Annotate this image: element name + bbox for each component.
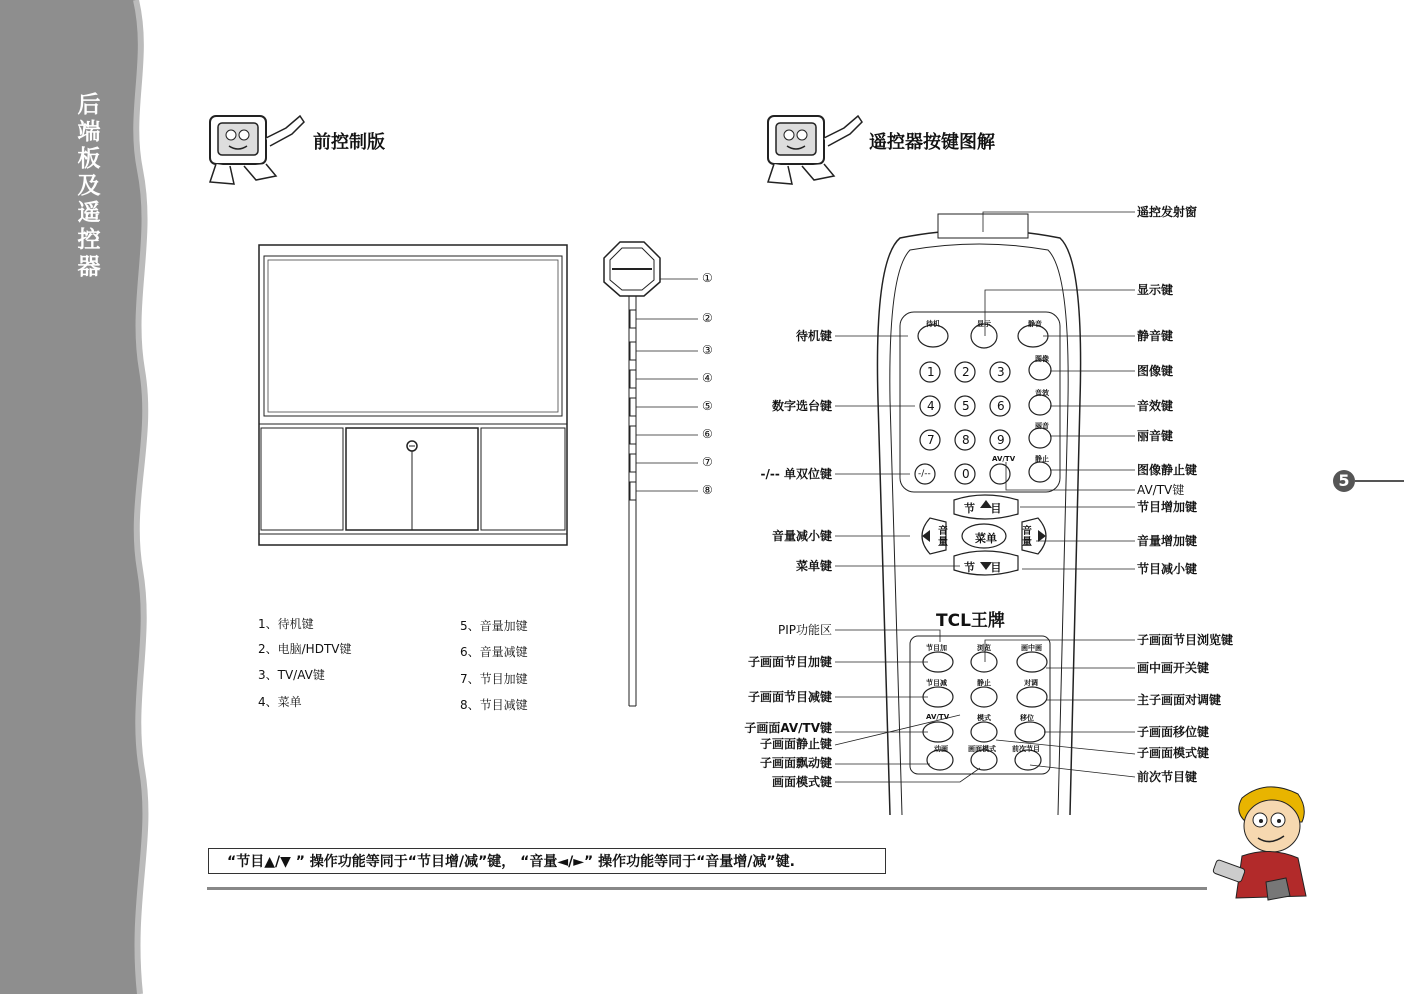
callout-num: ⑦ [702, 455, 713, 469]
key-bright: 丽音 [1035, 422, 1049, 430]
key-pip-prog-down: 节目减 [926, 679, 947, 687]
key-menu: 菜单 [975, 532, 997, 545]
tv-front-drawing [258, 244, 568, 546]
key-swap: 对调 [1024, 679, 1038, 687]
key-digit: 5 [962, 399, 970, 413]
page-number: 5 [1333, 470, 1355, 492]
label-menu-key: 菜单键 [795, 559, 832, 573]
label-swap-key: 主子画面对调键 [1137, 693, 1222, 707]
operation-note: “节目▲/▼ ” 操作功能等同于“节目增/减”键， “音量◄/►” 操作功能等同于“音量增/减”键. [208, 848, 886, 874]
key-move: 移位 [1020, 714, 1034, 722]
key-digit: 4 [927, 399, 935, 413]
side-title-char: 控 [77, 227, 101, 253]
key-standby: 待机 [926, 320, 940, 328]
label-avtv-key: AV/TV键 [1137, 483, 1185, 497]
key-digit: 8 [962, 433, 970, 447]
bottom-rule [207, 887, 1207, 890]
key-vol-label: 量 [1022, 537, 1032, 548]
legend-item: 1、待机键 [258, 617, 314, 631]
side-title [72, 92, 106, 281]
label-bright-key: 丽音键 [1137, 429, 1174, 443]
callout-num: ⑥ [702, 427, 713, 441]
key-pip-prog-up: 节目加 [926, 644, 947, 652]
key-digit: 2 [962, 365, 970, 379]
key-browse: 浏览 [977, 644, 991, 652]
label-picture-key: 图像键 [1137, 364, 1174, 378]
label-pip-mode-key: 子画面模式键 [1137, 746, 1210, 760]
key-prog-label: 目 [990, 561, 1002, 574]
callout-num: ③ [702, 343, 713, 357]
tv-mascot-icon [762, 110, 866, 192]
remote-title: 遥控器按键图解 [869, 132, 995, 153]
side-title-char: 端 [77, 119, 101, 145]
side-title-char: 及 [77, 173, 101, 199]
key-digit: 7 [927, 433, 935, 447]
label-pip-prog-up: 子画面节目加键 [747, 655, 832, 669]
legend-item: 7、节目加键 [460, 672, 528, 686]
key-prev: 前次节目 [1012, 745, 1040, 753]
label-pip-avtv: 子画面AV/TV键 [744, 721, 832, 735]
label-freeze-key: 图像静止键 [1137, 463, 1198, 477]
key-avtv: AV/TV [992, 455, 1016, 463]
legend-item: 6、音量减键 [460, 645, 528, 659]
label-ir-window: 遥控发射窗 [1137, 205, 1198, 219]
key-digit: 9 [997, 433, 1005, 447]
key-pip-freeze: 静止 [977, 679, 991, 687]
side-title-char: 后 [77, 92, 101, 118]
label-digit-keys: 数字选台键 [771, 399, 832, 413]
label-pip-freeze: 子画面静止键 [759, 737, 832, 751]
key-freeze: 静止 [1035, 455, 1049, 463]
tv-mascot-icon [204, 110, 308, 192]
callout-lines [830, 200, 1150, 800]
label-pip-move-key: 子画面移位键 [1137, 725, 1210, 739]
label-sound-key: 音效键 [1137, 399, 1174, 413]
label-prog-up-key: 节目增加键 [1137, 500, 1198, 514]
callout-num: ⑧ [702, 483, 713, 497]
key-scroll: 动画 [934, 745, 948, 753]
label-display-key: 显示键 [1137, 283, 1174, 297]
page-number-rule [1355, 480, 1404, 482]
label-prog-down-key: 节目减小键 [1137, 562, 1198, 576]
key-mute: 静音 [1028, 320, 1042, 328]
key-digit: 3 [997, 365, 1005, 379]
label-pip-toggle-key: 画中画开关键 [1137, 661, 1210, 675]
callout-num: ① [702, 271, 713, 285]
callout-num: ④ [702, 371, 713, 385]
legend-item: 5、音量加键 [460, 619, 528, 633]
label-pip-scroll: 子画面飘动键 [759, 756, 832, 770]
label-mute-key: 静音键 [1137, 329, 1174, 343]
label-pip-prog-down: 子画面节目减键 [747, 690, 832, 704]
label-prev-prog-key: 前次节目键 [1137, 770, 1198, 784]
key-sound: 音效 [1035, 389, 1049, 397]
legend-item: 8、节目减键 [460, 698, 528, 712]
callout-num: ② [702, 311, 713, 325]
key-digit: 6 [997, 399, 1005, 413]
side-title-char: 器 [77, 254, 101, 280]
side-title-char: 遥 [77, 200, 101, 226]
key-pic-mode: 画面模式 [968, 745, 996, 753]
label-pic-mode: 画面模式键 [771, 775, 832, 789]
control-strip-drawing [600, 238, 730, 710]
legend-item: 2、电脑/HDTV键 [258, 642, 352, 656]
key-pip-avtv: AV/TV [926, 713, 950, 721]
legend-item: 3、TV/AV键 [258, 668, 325, 682]
key-digit: 0 [962, 467, 970, 481]
key-pip-mode: 模式 [977, 714, 991, 722]
legend-item: 4、菜单 [258, 695, 302, 709]
callout-num: ⑤ [702, 399, 713, 413]
key-pip: 画中画 [1021, 644, 1042, 652]
label-standby-key: 待机键 [795, 329, 832, 343]
key-digit: 1 [927, 365, 935, 379]
brand-logo: TCL王牌 [936, 611, 1005, 631]
key-prog-label: 节 [964, 561, 975, 574]
boy-with-remote-icon [1206, 778, 1316, 904]
key-display: 显示 [977, 320, 991, 328]
label-pip-area: PIP功能区 [777, 623, 832, 637]
key-minus: -/-- [918, 469, 931, 479]
key-vol-label: 音 [938, 526, 948, 537]
label-vol-up-key: 音量增加键 [1137, 534, 1198, 548]
key-picture: 图像 [1035, 355, 1049, 363]
key-vol-label: 量 [938, 537, 948, 548]
label-vol-down-key: 音量减小键 [771, 529, 832, 543]
label-digit-mode-key: -/-- 单双位键 [760, 467, 832, 481]
front-panel-title: 前控制版 [313, 132, 385, 153]
label-pip-browse-key: 子画面节目浏览键 [1137, 633, 1234, 647]
key-prog-label: 节 [964, 502, 975, 515]
key-vol-label: 音 [1022, 526, 1032, 537]
side-title-char: 板 [77, 146, 101, 172]
key-prog-label: 目 [990, 502, 1002, 515]
